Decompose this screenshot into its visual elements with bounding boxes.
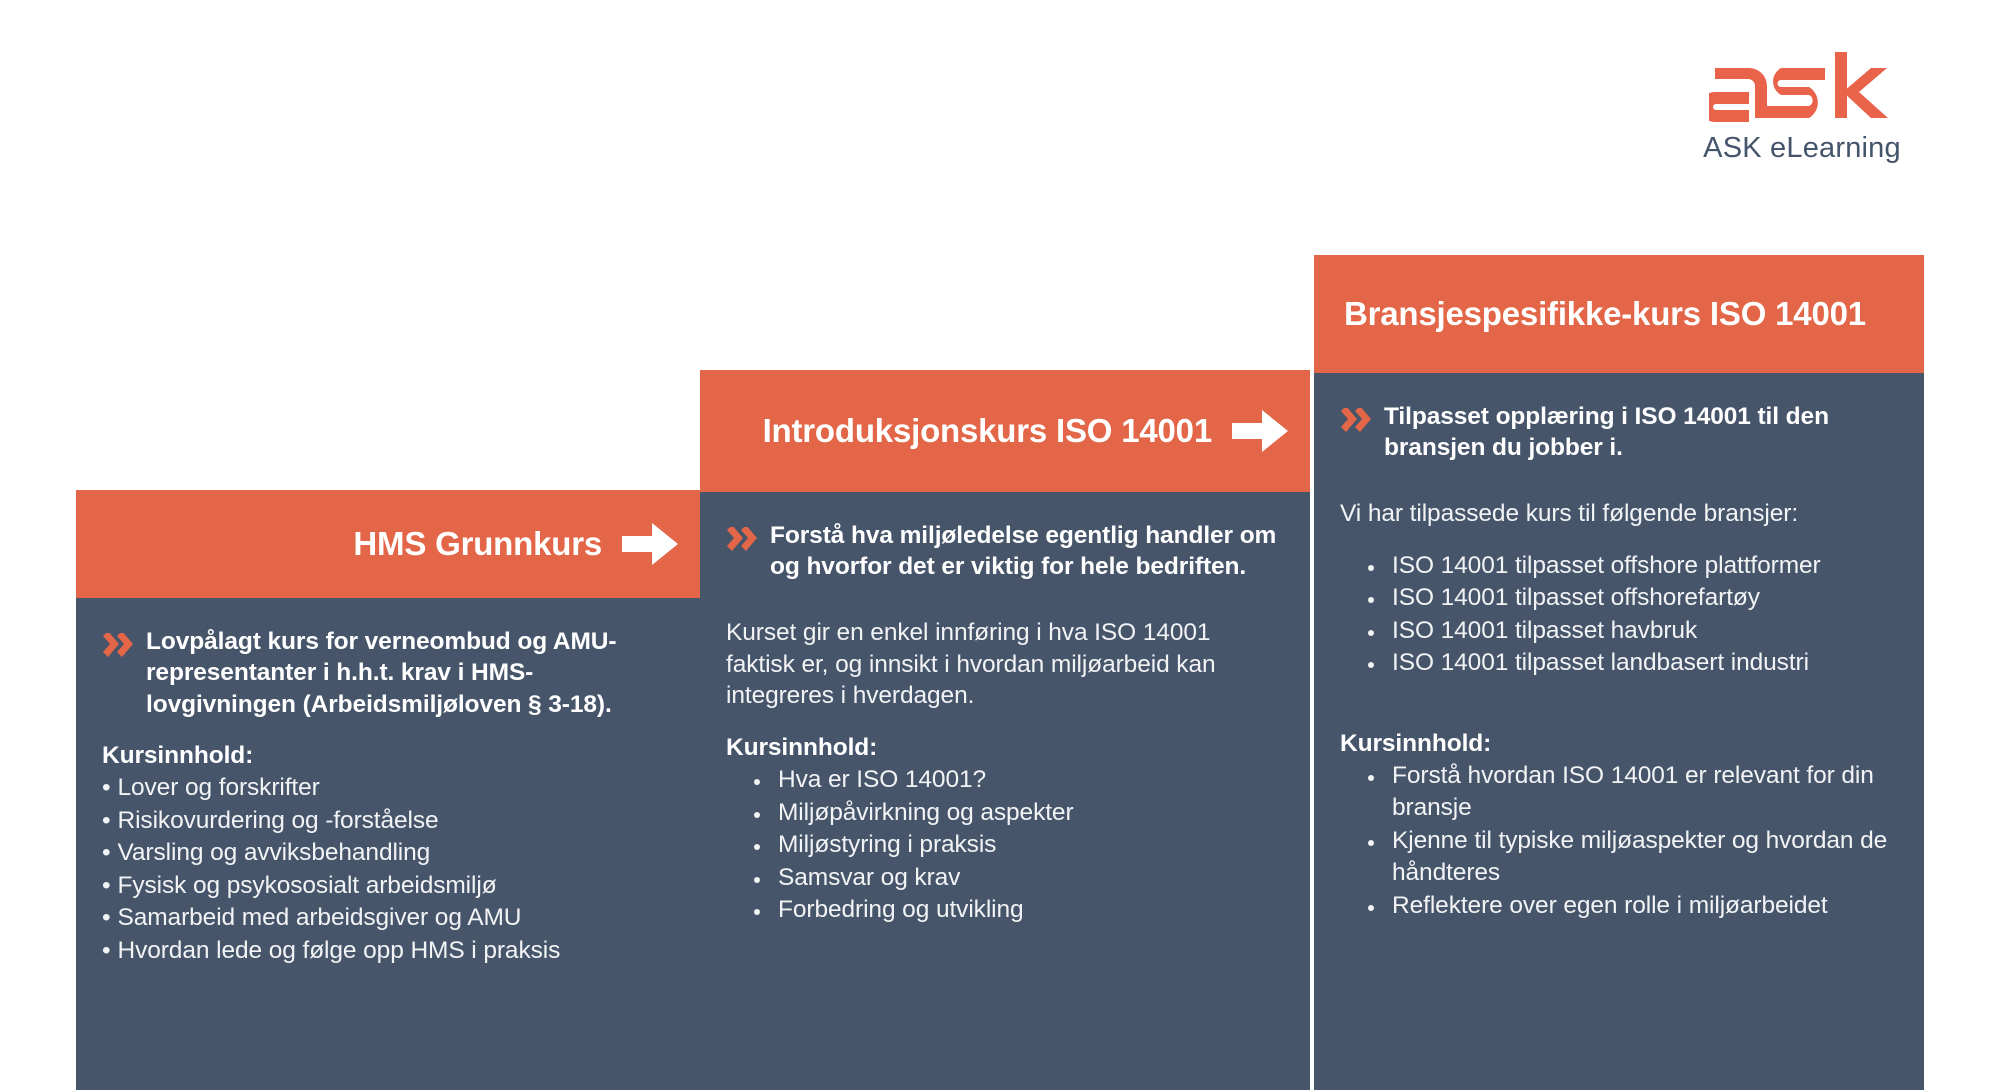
list-item: • Fysisk og psykososialt arbeidsmiljø [102,870,670,903]
content-list [726,764,1280,927]
content-label: Kursinnhold: [102,742,254,770]
card-title: HMS Grunnkurs [353,525,602,563]
content-list [102,772,670,967]
lead-text: Lovpålagt kurs for verneombud og AMU-representanter i h.h.t. krav i HMS-lovgivningen (Arbeidsmiljøloven § 3-18). [146,628,617,718]
list-item: • Hva er ISO 14001? [772,764,1280,797]
card-body-hms-grunnkurs [76,598,700,1090]
industry-list [1340,550,1894,680]
double-chevron-icon [1340,408,1374,434]
card-header-bransjespesifikke [1314,255,1924,373]
list-item: • Forstå hvordan ISO 14001 er relevant for din bransje [1386,760,1894,825]
list-item: • Samarbeid med arbeidsgiver og AMU [102,902,670,935]
lead-text: Forstå hva miljøledelse egentlig handler om og hvorfor det er viktig for hele bedriften. [770,522,1277,581]
brand-wordmark: ASK eLearning [1703,132,1901,164]
course-card-hms-grunnkurs[interactable] [76,490,700,1090]
content-list [1340,760,1894,923]
content-label: Kursinnhold: [726,734,878,762]
lead-block [726,520,1280,583]
card-header-introduksjonskurs [700,370,1310,492]
list-item: • ISO 14001 tilpasset offshore plattformer [1386,550,1894,583]
list-item: • Kjenne til typiske miljøaspekter og hvordan de håndteres [1386,825,1894,890]
card-title: Introduksjonskurs ISO 14001 [762,412,1212,450]
content-label: Kursinnhold: [1340,729,1492,757]
list-item: • ISO 14001 tilpasset offshorefartøy [1386,582,1894,615]
list-item: • Forbedring og utvikling [772,894,1280,927]
course-card-introduksjonskurs-iso-14001[interactable] [700,370,1310,1090]
list-item: • Hvordan lede og følge opp HMS i praksis [102,935,670,968]
list-item: • Samsvar og krav [772,862,1280,895]
card-body-bransjespesifikke [1314,373,1924,1090]
lead-block [102,626,670,720]
ask-logo-icon [1709,52,1895,124]
list-item: • ISO 14001 tilpasset havbruk [1386,615,1894,648]
list-item: • Varsling og avviksbehandling [102,837,670,870]
double-chevron-icon [726,527,760,553]
double-chevron-icon [102,633,136,659]
card-body-introduksjonskurs [700,492,1310,1090]
description-text: Kurset gir en enkel innføring i hva ISO 14001 faktisk er, og innsikt i hvordan miljøarbeid kan integreres i hverdagen. [726,618,1216,710]
arrow-right-icon [1232,409,1288,453]
list-item: • Miljøstyring i praksis [772,829,1280,862]
description-text: Vi har tilpassede kurs til følgende bransjer: [1340,499,1799,527]
lead-text: Tilpasset opplæring i ISO 14001 til den bransjen du jobber i. [1384,403,1829,462]
list-item: • Risikovurdering og -forståelse [102,805,670,838]
brand-logo [1702,52,1902,165]
arrow-right-icon [622,522,678,566]
list-item: • ISO 14001 tilpasset landbasert industri [1386,647,1894,680]
card-header-hms-grunnkurs [76,490,700,598]
course-card-bransjespesifikke-kurs-iso-14001[interactable] [1314,255,1924,1090]
lead-block [1340,401,1894,464]
list-item: • Miljøpåvirkning og aspekter [772,797,1280,830]
card-title: Bransjespesifikke-kurs ISO 14001 [1344,295,1866,333]
list-item: • Lover og forskrifter [102,772,670,805]
list-item: • Reflektere over egen rolle i miljøarbeidet [1386,890,1894,923]
